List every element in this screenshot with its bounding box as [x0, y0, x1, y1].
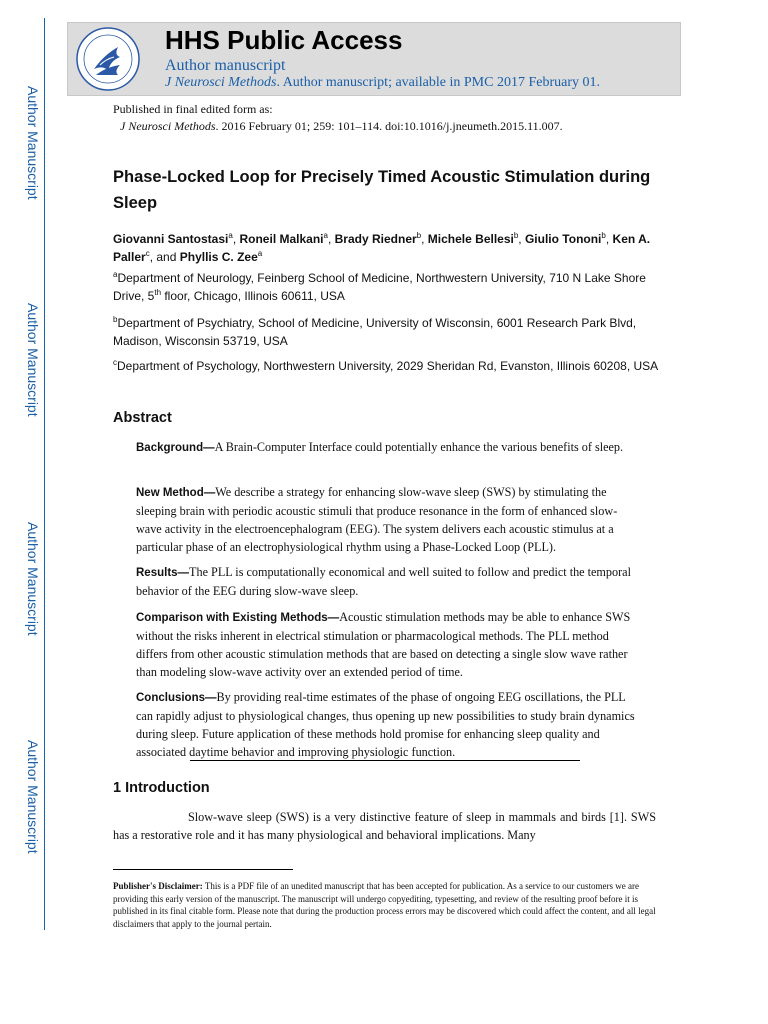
author-name: Michele Bellesi — [427, 232, 514, 246]
affiliation-a: $^a$Department of Neurology, Feinberg School of Medicine, Northwestern University, 710 N Lake Shore Drive, 5th floor, Chicago, Illinois 60611, USA — [113, 270, 646, 303]
paper-title: Phase-Locked Loop for Precisely Timed Acoustic Stimulation during Sleep — [113, 168, 651, 212]
author-list — [113, 230, 673, 266]
author-separator: , — [327, 232, 335, 246]
published-label: Published in final edited form as: — [113, 102, 273, 116]
author-name: Phyllis C. Zee — [179, 250, 258, 264]
author-separator: , — [232, 232, 240, 246]
author-affiliation-mark: b — [513, 231, 519, 240]
author-name: Giulio Tononi — [524, 232, 602, 246]
sidebar-divider — [44, 18, 45, 930]
author-affiliation-mark: b — [601, 231, 606, 240]
author-affiliation-mark: a — [228, 231, 233, 240]
affiliation-b: $^b$Department of Psychiatry, School of Medicine, University of Wisconsin, 6001 Research Park Blvd, Madison, Wisconsin 53719, USA — [113, 315, 637, 348]
abstract-background: Background—A Brain-Computer Interface could potentially enhance the various benefits of sleep. — [136, 440, 624, 454]
author-separator: , — [605, 232, 613, 246]
affiliation-c: $^c$Department of Psychology, Northwestern University, 2029 Sheridan Rd, Evanston, Illinois 60208, USA — [113, 358, 659, 373]
author-name: Ken A. Paller — [113, 232, 651, 264]
published-in-block — [113, 101, 563, 135]
author-separator: , — [421, 232, 428, 246]
abstract-comparison: Comparison with Existing Methods—Acoustic stimulation methods may be able to enhance SWS without the risks inherent in electrical stimulation or pharmacological methods. The PLL method differs from other acoustic stimulation methods that are based on detecting a single slow wave rather than modeling slow-wave activity over an extended period of time. — [136, 610, 631, 679]
abstract-conclusions: Conclusions—By providing real-time estimates of the phase of ongoing EEG oscillations, the PLL can rapidly adjust to physiological changes, thus opening up new possibilities to study brain dynamics during sleep. Future application of these methods hold promise for enhancing sleep quality and associated daytime behavior and improving physiologic function. — [136, 690, 635, 759]
author-separator: , and — [149, 250, 180, 264]
abstract-results: Results—The PLL is computationally economical and well suited to follow and predict the temporal behavior of the EEG during slow-wave sleep. — [136, 565, 631, 598]
published-citation: J Neurosci Methods. 2016 February 01; 259: 101–114. doi:10.1016/j.jneumeth.2015.11.007. — [120, 119, 563, 133]
abstract-new-method: New Method—We describe a strategy for enhancing slow-wave sleep (SWS) by stimulating the sleeping brain with periodic acoustic stimuli that produce resonance in the form of enhanced slow-wave activity in the electroencephalogram (EEG). The system delivers each acoustic stimulus at a particular phase of an electrophysiological rhythm using a Phase-Locked Loop (PLL). — [136, 485, 618, 554]
hhs-header-banner — [67, 22, 681, 96]
author-name: Giovanni Santostasi — [113, 232, 229, 246]
header-journal-line: J Neurosci Methods. Author manuscript; available in PMC 2017 February 01. — [165, 75, 600, 90]
abstract-heading: Abstract — [113, 410, 172, 426]
abstract-end-rule — [190, 760, 580, 761]
author-affiliation-mark: a — [323, 231, 328, 240]
author-affiliation-mark: b — [416, 231, 422, 240]
hhs-seal-icon — [74, 25, 142, 93]
intro-paragraph: Slow-wave sleep (SWS) is a very distinctive feature of sleep in mammals and birds [1]. SWS has a restorative role and it has many physiological and behavioral implications. Many — [113, 810, 656, 842]
author-affiliation-mark: c — [145, 249, 150, 258]
author-name: Brady Riedner — [334, 232, 417, 246]
author-affiliation-mark: a — [257, 249, 263, 258]
author-name: Roneil Malkani — [239, 232, 324, 246]
author-separator: , — [518, 232, 525, 246]
header-title: HHS Public Access — [165, 25, 403, 55]
publisher-disclaimer: Publisher's Disclaimer: This is a PDF file of an unedited manuscript that has been accepted for publication. As a service to our customers we are providing this early version of the manuscript. The manuscript will undergo copyediting, typesetting, and review of the resulting proof before it is published in its final citable form. Please note that during the production process errors may be discovered which could affect the content, and all legal disclaimers that apply to the journal pertain. — [113, 881, 656, 929]
intro-heading: 1 Introduction — [113, 780, 210, 796]
footnote-rule — [113, 869, 293, 870]
header-subtitle: Author manuscript — [165, 57, 286, 74]
